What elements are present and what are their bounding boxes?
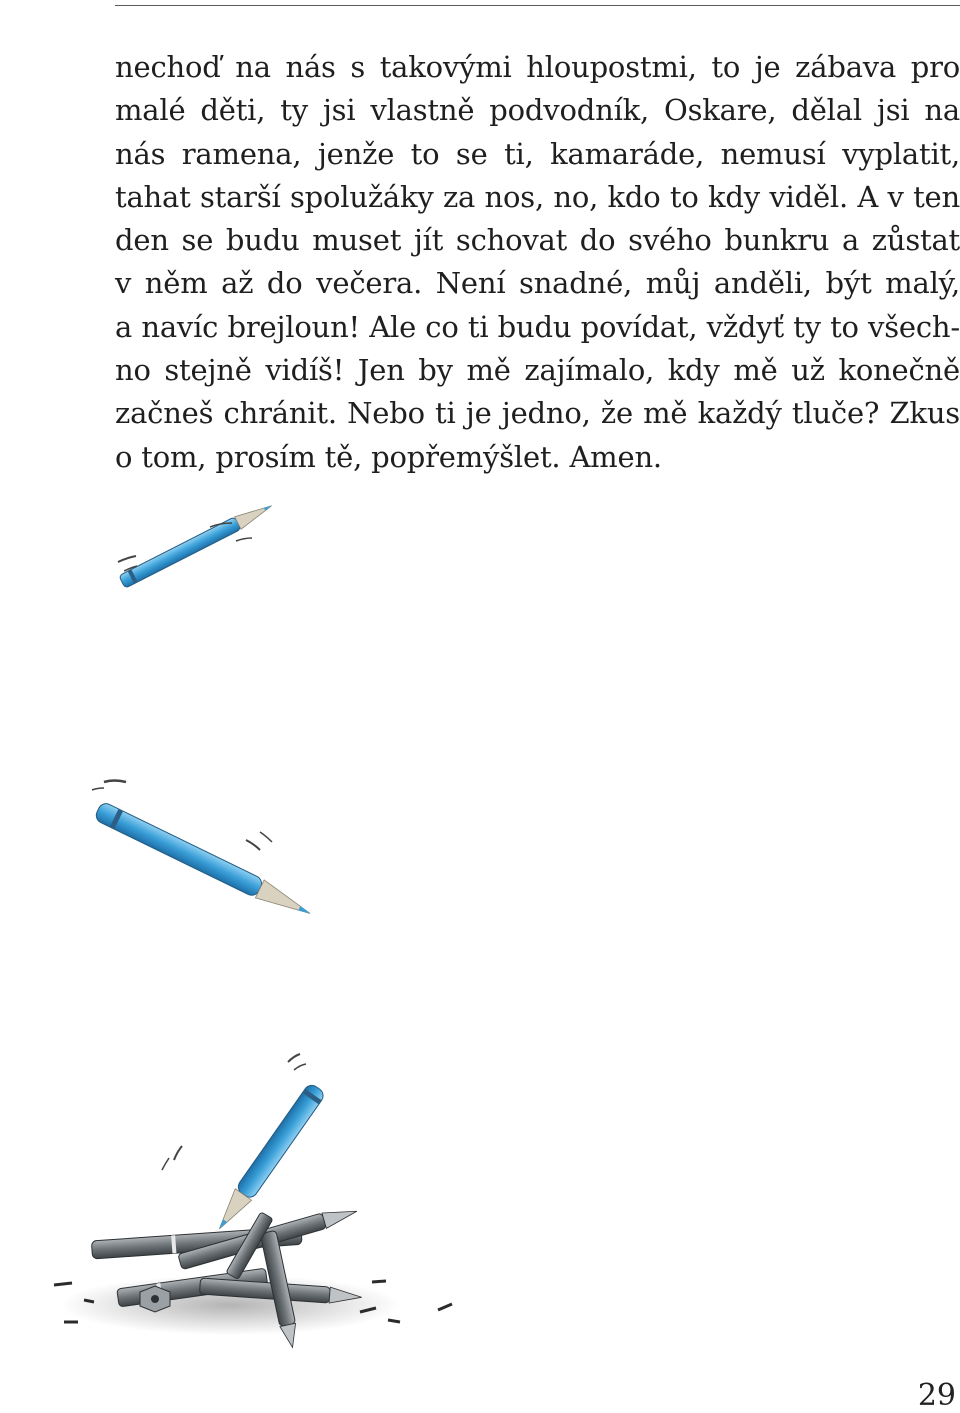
text-line: a navíc brejloun! Ale co ti budu povídat, vždyť ty to všech- bbox=[115, 309, 960, 344]
pencil-top-icon bbox=[119, 505, 275, 588]
text-line: v něm až do večera. Není snadné, můj anděli, být malý, bbox=[115, 266, 960, 301]
text-line: no stejně vidíš! Jen by mě zajímalo, kdy mě už konečně bbox=[115, 353, 960, 388]
text-line: nás ramena, jenže to se ti, kamaráde, nemusí vyplatit, bbox=[115, 136, 960, 171]
text-line: tahat starší spolužáky za nos, no, kdo to kdy viděl. A v ten bbox=[115, 179, 960, 214]
body-text bbox=[115, 46, 960, 479]
text-line: začneš chránit. Nebo ti je jedno, že mě každý tluče? Zkus bbox=[115, 396, 960, 431]
top-rule bbox=[115, 5, 960, 6]
text-line: malé děti, ty jsi vlastně podvodník, Oskare, dělal jsi na bbox=[115, 93, 960, 128]
page-number: 29 bbox=[917, 1378, 956, 1413]
falling-pencils-illustration bbox=[0, 505, 500, 1365]
text-line: den se budu muset jít schovat do svého bunkru a zůstat bbox=[115, 223, 960, 258]
pencil-falling-icon bbox=[211, 1082, 326, 1234]
pencil-middle-icon bbox=[94, 801, 315, 922]
text-line: nechoď na nás s takovými hloupostmi, to je zábava pro bbox=[115, 50, 960, 84]
text-line: o tom, prosím tě, popřemýšlet. Amen. bbox=[115, 439, 662, 474]
